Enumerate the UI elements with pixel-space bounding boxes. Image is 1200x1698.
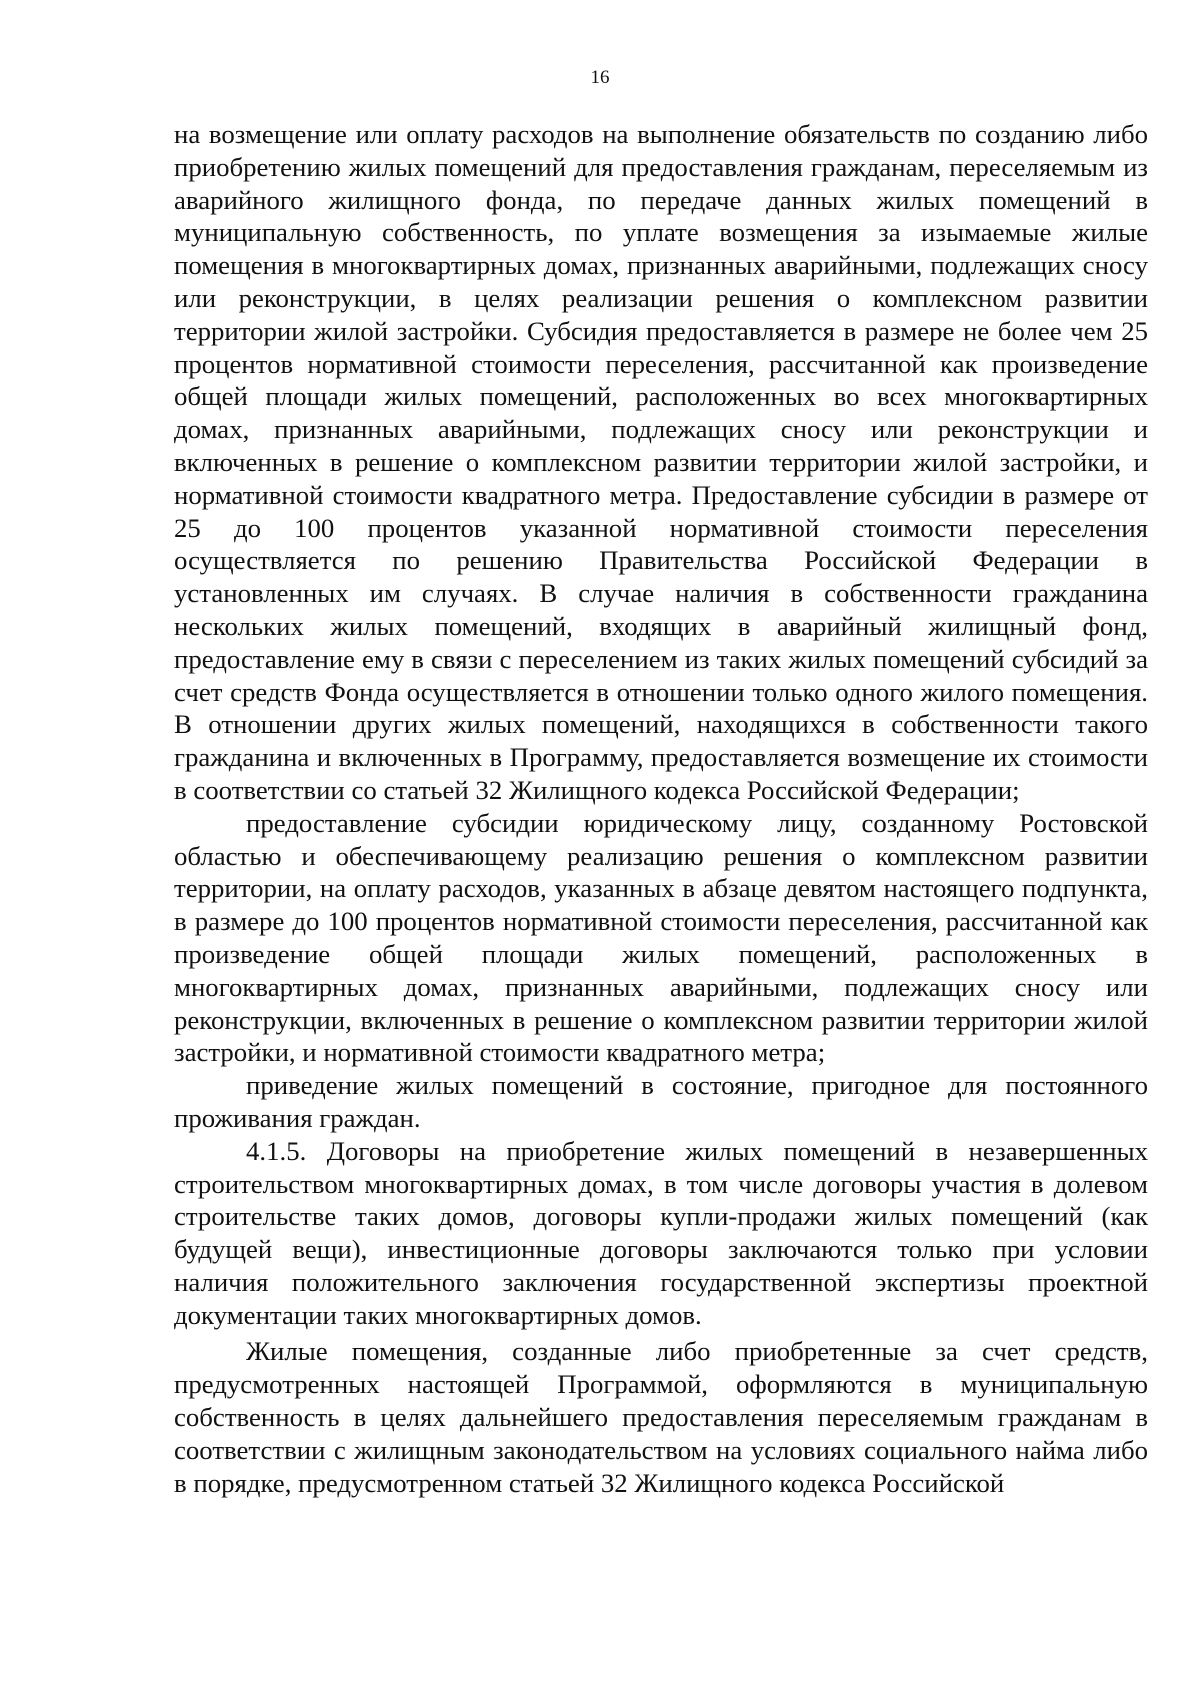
paragraph-municipal-ownership: Жилые помещения, созданные либо приобретенные за счет средств, предусмотренных настоящей Программой, оформляются в муниципальную собственность в целях дальнейшего предоставления переселяемым гражданам в соответствии с жилищным законодательством на условиях социального найма либо в порядке, предусмотренном статьей 32 Жилищного кодекса Российской [174, 1336, 1148, 1498]
paragraph-bringing-housing-to-condition: приведение жилых помещений в состояние, пригодное для постоянного проживания граждан. [174, 1070, 1148, 1133]
paragraph-subsidy-legal-entity: предоставление субсидии юридическому лицу, созданному Ростовской областью и обеспечивающему реализацию решения о комплексном развитии территории, на оплату расходов, указанных в абзаце девятом настоящего подпункта, в размере до 100 процентов нормативной стоимости переселения, рассчитанной как произведение общей площади жилых помещений, расположенных в многоквартирных домах, признанных аварийными, подлежащих сносу или реконструкции, включенных в решение о комплексном развитии территории жилой застройки, и нормативной стоимости квадратного метра; [174, 807, 1148, 1068]
paragraph-subsidy-compensation: на возмещение или оплату расходов на выполнение обязательств по созданию либо приобретению жилых помещений для предоставления гражданам, переселяемым из аварийного жилищного фонда, по передаче данных жилых помещений в муниципальную собственность, по уплате возмещения за изымаемые жилые помещения в многоквартирных домах, признанных аварийными, подлежащих сносу или реконструкции, в целях реализации решения о комплексном развитии территории жилой застройки. Субсидия предоставляется в размере не более чем 25 процентов нормативной стоимости переселения, рассчитанной как произведение общей площади жилых помещений, расположенных во всех многоквартирных домах, признанных аварийными, подлежащих сносу или реконструкции и включенных в решение о комплексном развитии территории жилой застройки, и нормативной стоимости квадратного метра. Предоставление субсидии в размере от 25 до 100 процентов указанной нормативной стоимости переселения осуществляется по решению Правительства Российской Федерации в установленных им случаях. В случае наличия в собственности гражданина нескольких жилых помещений, входящих в аварийный жилищный фонд, предоставление ему в связи с переселением из таких жилых помещений субсидий за счет средств Фонда осуществляется в отношении только одного жилого помещения. В отношении других жилых помещений, находящихся в собственности такого гражданина и включенных в Программу, предоставляется возмещение их стоимости в соответствии со статьей 32 Жилищного кодекса Российской Федерации; [174, 119, 1148, 805]
document-body [174, 118, 1148, 1499]
paragraph-section-4-1-5: 4.1.5. Договоры на приобретение жилых помещений в незавершенных строительством многоквартирных домах, в том числе договоры участия в долевом строительстве таких домов, договоры купли-продажи жилых помещений (как будущей вещи), инвестиционные договоры заключаются только при условии наличия положительного заключения государственной экспертизы проектной документации таких многоквартирных домов. [174, 1135, 1148, 1330]
page-number: 16 [590, 67, 610, 88]
